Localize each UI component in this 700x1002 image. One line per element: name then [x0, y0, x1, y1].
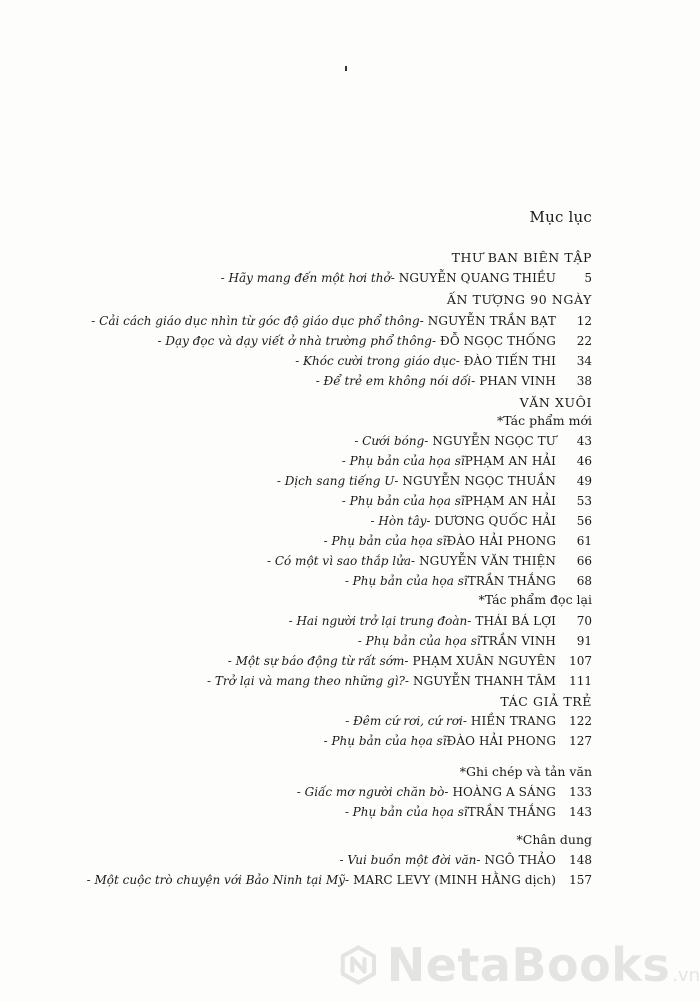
toc-entry-title: - Phụ bản của họa sĩ	[341, 494, 465, 508]
toc-entry-title: - Dịch sang tiếng U	[276, 474, 395, 488]
toc-entry-author: - NGUYỄN NGỌC THUẦN	[394, 474, 556, 488]
toc-entry-page: 127	[569, 734, 592, 748]
toc-entry-author: PHẠM AN HẢI	[464, 494, 556, 508]
toc-entry-page: 5	[584, 271, 592, 285]
toc-entry-page: 34	[576, 354, 592, 368]
toc-entry-title: - Giấc mơ người chăn bò	[296, 785, 445, 799]
toc-entry-page: 38	[576, 374, 592, 388]
toc-entry-page: 68	[576, 574, 592, 588]
toc-entry	[339, 850, 592, 870]
toc-entry-page: 143	[569, 805, 592, 819]
toc-entry-author: ĐÀO HẢI PHONG	[446, 534, 556, 548]
toc-entry-page: 12	[576, 314, 592, 328]
toc-entry-author: - MARC LEVY (MINH HẰNG dịch)	[345, 873, 556, 887]
toc-entry	[341, 491, 592, 511]
toc-entry-author: - PHẠM XUÂN NGUYÊN	[404, 654, 556, 668]
toc-entry-title: - Để trẻ em không nói dối	[315, 374, 472, 388]
toc-entry-author: TRẦN THẮNG	[467, 805, 556, 819]
toc-entry	[296, 782, 592, 802]
toc-entry	[344, 802, 592, 822]
toc-entry-title: - Phụ bản của họa sĩ	[357, 634, 481, 648]
toc-entry	[341, 451, 592, 471]
toc-entry-title: - Phụ bản của họa sĩ	[344, 574, 468, 588]
toc-entry-page: 122	[569, 714, 592, 728]
toc-entry-author: - HIỀN TRANG	[462, 714, 556, 728]
toc-entry-author: - NGUYỄN VĂN THIỆN	[411, 554, 556, 568]
toc-entry-author: - ĐỖ NGỌC THỐNG	[431, 334, 556, 348]
toc-entry	[354, 431, 592, 451]
toc-entry	[357, 631, 592, 651]
toc-entry-author: - DƯƠNG QUỐC HẢI	[426, 514, 556, 528]
section-title: VĂN XUÔI	[519, 395, 592, 410]
toc-entry-page: 107	[569, 654, 592, 668]
toc-entry-author: TRẦN VINH	[480, 634, 556, 648]
toc-entry-author: - HOÀNG A SÁNG	[444, 785, 556, 799]
toc-entry-page: 133	[569, 785, 592, 799]
netabooks-logo-icon	[338, 936, 379, 994]
toc-entry-page: 66	[576, 554, 592, 568]
toc-subsection-heading	[497, 411, 592, 431]
toc-entry-page: 22	[576, 334, 592, 348]
toc-entry-page: 53	[576, 494, 592, 508]
toc-entry-title: - Phụ bản của họa sĩ	[341, 454, 465, 468]
toc-entry	[323, 731, 592, 751]
toc-entry-page: 49	[576, 474, 592, 488]
toc-entry-title: - Phụ bản của họa sĩ	[344, 805, 468, 819]
watermark-suffix: .vn	[672, 965, 700, 986]
toc-entry-author: - NGUYỄN QUANG THIỀU	[390, 271, 556, 285]
toc-subsection-heading	[478, 590, 592, 610]
toc-entry-title: - Phụ bản của họa sĩ	[323, 534, 447, 548]
toc-entry-title: - Cưới bóng	[354, 434, 425, 448]
toc-entry-author: - ĐÀO TIẾN THI	[455, 354, 556, 368]
toc-entry-title: - Hai người trở lại trung đoàn	[288, 614, 468, 628]
toc-entry-title: - Dạy đọc và dạy viết ở nhà trường phổ thông	[157, 334, 432, 348]
subsection-title: *Tác phẩm đọc lại	[478, 592, 592, 607]
toc-entry-title: - Một cuộc trò chuyện với Bảo Ninh tại Mỹ	[86, 873, 346, 887]
toc-entry-page: 56	[576, 514, 592, 528]
toc-entry-title: - Cải cách giáo dục nhìn từ góc độ giáo dục phổ thông	[91, 314, 420, 328]
toc-entry-author: - NGÔ THẢO	[476, 853, 556, 867]
toc-entry-title: - Đêm cứ rơi, cứ rơi	[345, 714, 463, 728]
toc-entry-title: - Hòn tây	[370, 514, 427, 528]
toc-entry-page: 61	[576, 534, 592, 548]
page-mark	[345, 66, 347, 71]
toc-section-heading	[452, 248, 592, 268]
toc-subsection-heading	[517, 830, 592, 850]
toc-entry-page: 46	[576, 454, 592, 468]
subsection-title: *Ghi chép và tản văn	[459, 764, 592, 779]
toc-section-heading	[520, 393, 592, 413]
toc-entry-title: - Phụ bản của họa sĩ	[323, 734, 447, 748]
toc-entry-page: 70	[576, 614, 592, 628]
toc-entry-page: 157	[569, 873, 592, 887]
toc-section-heading	[500, 692, 592, 712]
toc-entry-title: - Vui buồn một đời văn	[339, 853, 477, 867]
toc-entry	[295, 351, 592, 371]
toc-entry	[86, 870, 592, 890]
toc-entry-author: - PHAN VINH	[471, 374, 556, 388]
toc-entry	[323, 531, 592, 551]
toc-entry-author: - THÁI BÁ LỢI	[467, 614, 556, 628]
toc-entry-author: PHẠM AN HẢI	[464, 454, 556, 468]
watermark-text: NetaBooks	[386, 938, 671, 992]
toc-entry-author: ĐÀO HẢI PHONG	[446, 734, 556, 748]
toc-entry	[157, 331, 592, 351]
toc-entry	[266, 551, 592, 571]
toc-heading: Mục lục	[529, 208, 592, 226]
toc-entry-page: 91	[576, 634, 592, 648]
toc-entry-author: - NGUYỄN TRẦN BẠT	[419, 314, 556, 328]
section-title: THƯ BAN BIÊN TẬP	[451, 250, 592, 265]
toc-entry-title: - Hãy mang đến một hơi thở	[220, 271, 391, 285]
toc-entry	[344, 571, 592, 591]
toc-entry-page: 43	[576, 434, 592, 448]
toc-entry	[276, 471, 592, 491]
toc-entry-author: - NGUYỄN THANH TÂM	[404, 674, 556, 688]
toc-entry	[315, 371, 592, 391]
section-title: ẤN TƯỢNG 90 NGÀY	[446, 292, 592, 307]
toc-entry-title: - Có một vì sao thắp lửa	[266, 554, 412, 568]
toc-entry-author: - NGUYỄN NGỌC TƯ	[424, 434, 556, 448]
watermark-logo	[338, 930, 700, 1000]
toc-entry	[345, 711, 592, 731]
toc-entry-title: - Một sự báo động từ rất sớm	[227, 654, 405, 668]
section-title: TÁC GIẢ TRẺ	[500, 694, 592, 709]
toc-entry-page: 111	[569, 674, 592, 688]
toc-entry	[370, 511, 592, 531]
toc-entry	[91, 311, 592, 331]
toc-entry-title: - Khóc cười trong giáo dục	[295, 354, 456, 368]
toc-entry-page: 148	[569, 853, 592, 867]
subsection-title: *Tác phẩm mới	[497, 413, 592, 428]
toc-entry	[207, 671, 592, 691]
subsection-title: *Chân dung	[516, 832, 592, 847]
toc-entry	[220, 268, 592, 288]
toc-entry-title: - Trở lại và mang theo những gì?	[207, 674, 405, 688]
toc-entry-author: TRẦN THẮNG	[467, 574, 556, 588]
toc-subsection-heading	[460, 762, 592, 782]
toc-entry	[288, 611, 592, 631]
toc-entry	[227, 651, 592, 671]
toc-section-heading	[447, 290, 592, 310]
